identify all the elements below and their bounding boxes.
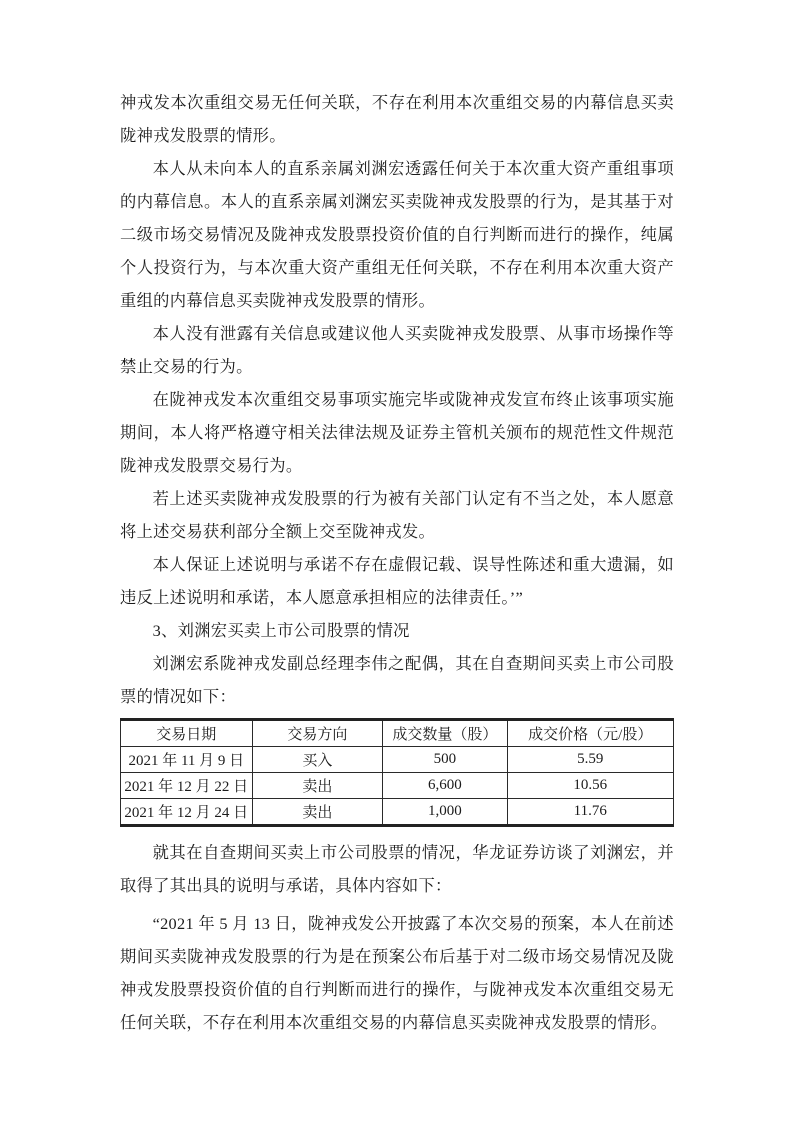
table-cell: 2021 年 12 月 22 日: [121, 773, 253, 799]
table-row: [121, 747, 674, 773]
document-body-bottom: [120, 836, 674, 1039]
table-header-cell: 成交价格（元/股）: [507, 720, 673, 747]
document-body-top: [120, 86, 674, 713]
table-header-cell: 交易日期: [121, 720, 253, 747]
paragraph: 本人从未向本人的直系亲属刘渊宏透露任何关于本次重大资产重组事项的内幕信息。本人的直系亲属刘渊宏买卖陇神戎发股票的行为，是其基于对二级市场交易情况及陇神戎发股票投资价值的自行判断而进行的操作，纯属个人投资行为，与本次重大资产重组无任何关联，不存在利用本次重大资产重组的内幕信息买卖陇神戎发股票的情形。: [120, 159, 674, 310]
table-cell: 卖出: [252, 773, 383, 799]
table-cell: 500: [383, 747, 507, 773]
table-row: [121, 773, 674, 799]
paragraph: 本人没有泄露有关信息或建议他人买卖陇神戎发股票、从事市场操作等禁止交易的行为。: [120, 324, 674, 376]
table-cell: 1,000: [383, 799, 507, 826]
table-cell: 2021 年 11 月 9 日: [121, 747, 253, 773]
table-cell: 2021 年 12 月 24 日: [121, 799, 253, 826]
paragraph: 就其在自查期间买卖上市公司股票的情况，华龙证券访谈了刘渊宏，并取得了其出具的说明与承诺，具体内容如下：: [120, 843, 674, 895]
table-header-cell: 交易方向: [252, 720, 383, 747]
paragraph: 本人保证上述说明与承诺不存在虚假记载、误导性陈述和重大遗漏，如违反上述说明和承诺，本人愿意承担相应的法律责任。’”: [120, 555, 674, 607]
table-header-row: [121, 720, 674, 747]
table-cell: 卖出: [252, 799, 383, 826]
paragraph: 若上述买卖陇神戎发股票的行为被有关部门认定有不当之处，本人愿意将上述交易获利部分全额上交至陇神戎发。: [120, 489, 674, 541]
section-heading: 3、刘渊宏买卖上市公司股票的情况: [152, 621, 410, 640]
table-cell: 买入: [252, 747, 383, 773]
paragraph-quote: “2021 年 5 月 13 日，陇神戎发公开披露了本次交易的预案，本人在前述期间买卖陇神戎发股票的行为是在预案公布后基于对二级市场交易情况及陇神戎发股票投资价值的自行判断而进行的操作，与陇神戎发本次重组交易无任何关联，不存在利用本次重组交易的内幕信息买卖陇神戎发股票的情形。: [120, 914, 674, 1032]
table-cell: 10.56: [507, 773, 673, 799]
table-cell: 6,600: [383, 773, 507, 799]
document-content: [120, 86, 674, 1039]
paragraph-continuation: 神戎发本次重组交易无任何关联，不存在利用本次重组交易的内幕信息买卖陇神戎发股票的情形。: [120, 93, 674, 145]
paragraph: 在陇神戎发本次重组交易事项实施完毕或陇神戎发宣布终止该事项实施期间，本人将严格遵守相关法律法规及证券主管机关颁布的规范性文件规范陇神戎发股票交易行为。: [120, 390, 674, 475]
table-cell: 11.76: [507, 799, 673, 826]
trade-table: [120, 718, 674, 827]
paragraph: 刘渊宏系陇神戎发副总经理李伟之配偶，其在自查期间买卖上市公司股票的情况如下：: [120, 654, 674, 706]
table-row: [121, 799, 674, 826]
table-cell: 5.59: [507, 747, 673, 773]
table-header-cell: 成交数量（股）: [383, 720, 507, 747]
